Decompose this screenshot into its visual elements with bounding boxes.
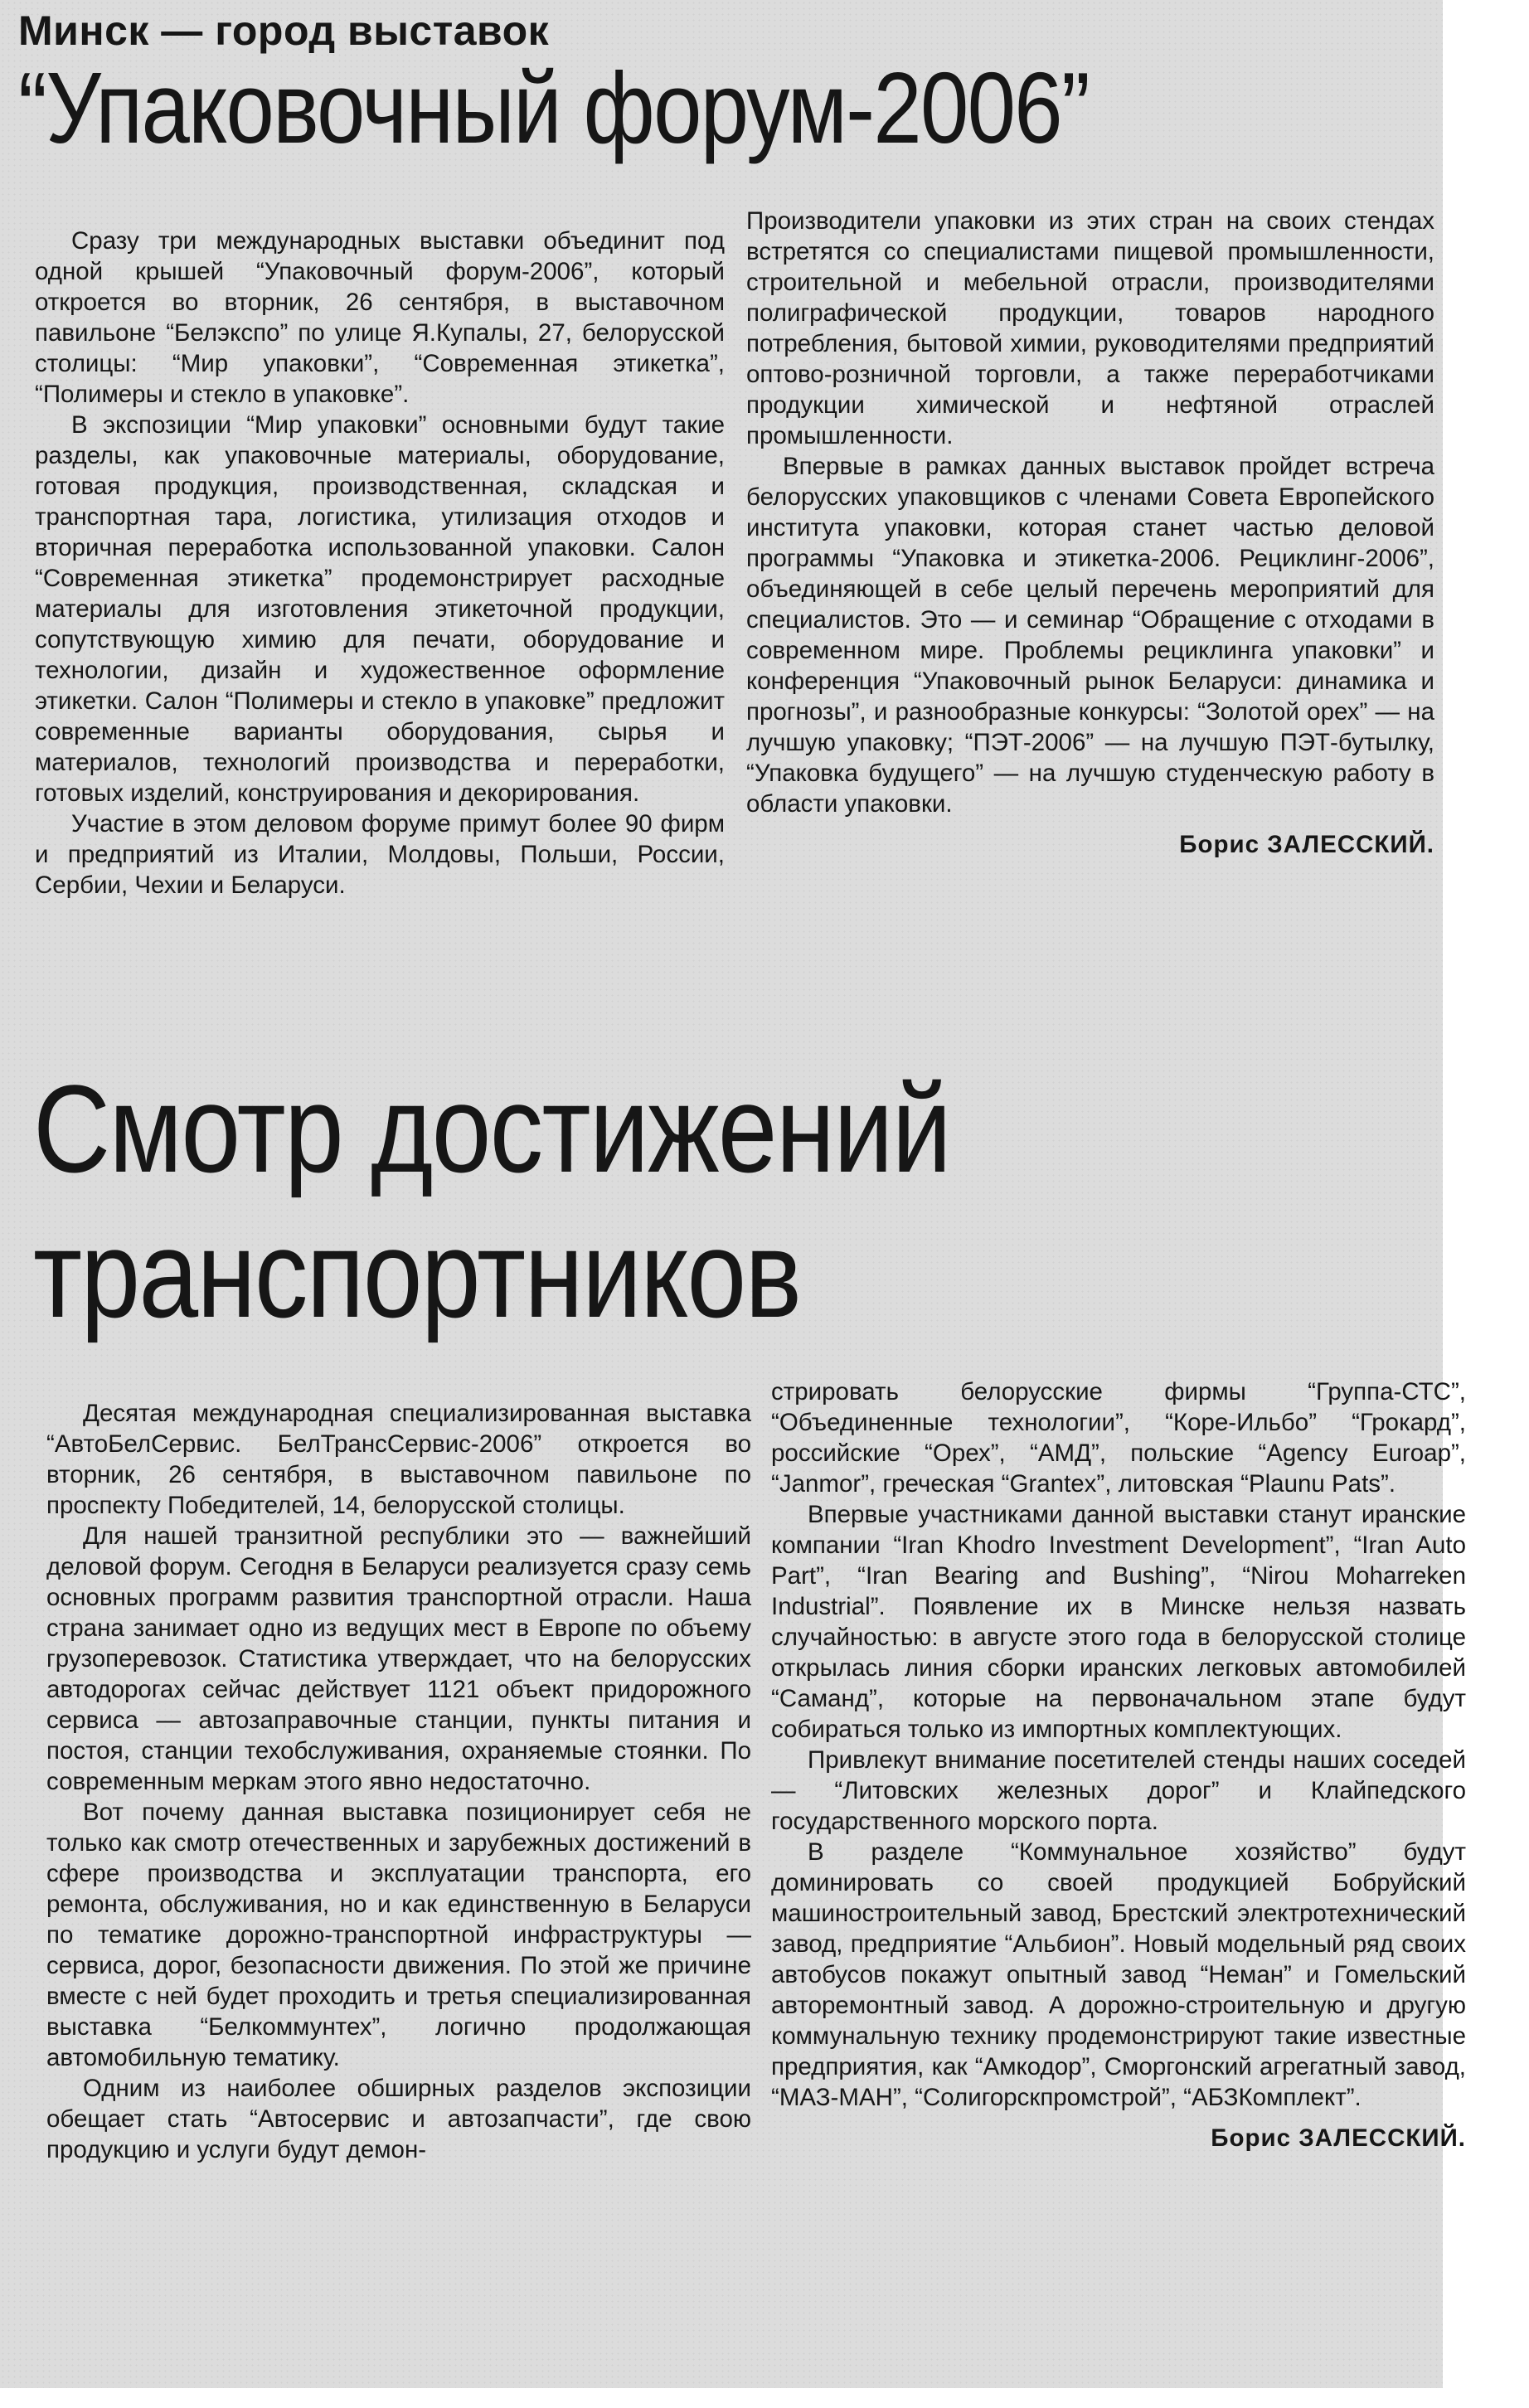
article-1-author: Борис ЗАЛЕССКИЙ. xyxy=(1179,831,1434,858)
article-1-column-2 xyxy=(746,206,1434,860)
paragraph: Впервые участниками данной выставки станут иранские компании “Iran Khodro Investment Development”, “Iran Auto Part”, “Iran Bearing and Bushing”, “Nirou Moharreken Industrial”. Появление их в Минске нельзя назвать случайностью: в августе этого года в белорусской столице открылась линия сборки иранских легковых автомобилей “Саманд”, которые на первоначальном этапе будут собираться только из импортных комплектующих. xyxy=(771,1501,1466,1743)
article-2-author: Борис ЗАЛЕССКИЙ. xyxy=(1211,2124,1466,2152)
paragraph: Впервые в рамках данных выставок пройдет встреча белорусских упаковщиков с членами Совета Европейского института упаковки, которая станет частью деловой программы “Упаковка и этикетка-2006. Рециклинг-2006”, объединяющей в себе целый перечень мероприятий для специалистов. Это — и семинар “Обращение с отходами в современном мире. Проблемы рециклинга упаковки” и конференция “Упаковочный рынок Беларуси: динамика и прогнозы”, и разнообразные конкурсы: “Золотой орех” — на лучшую упаковку; “ПЭТ-2006” — на лучшую ПЭТ-бутылку, “Упаковка будущего” — на лучшую студенческую работу в области упаковки. xyxy=(746,453,1434,818)
paragraph: В экспозиции “Мир упаковки” основными будут такие разделы, как упаковочные материалы, оборудование, готовая продукция, производственная, складская и транспортная тара, логистика, утилизация отходов и вторичная переработка использованной упаковки. Салон “Современная этикетка” продемонстрирует расходные материалы для изготовления этикеточной продукции, сопутствующую химию для печати, оборудование и технологии, дизайн и художественное оформление этикетки. Салон “Полимеры и стекло в упаковке” предложит современные варианты оборудования, сырья и материалов, технологий производства и переработки, готовых изделий, конструирования и декорирования. xyxy=(35,411,725,807)
paragraph: Участие в этом деловом форуме примут более 90 фирм и предприятий из Италии, Молдовы, Польши, России, Сербии, Чехии и Беларуси. xyxy=(35,810,725,899)
article-1-title: “Упаковочный форум-2006” xyxy=(18,51,1090,164)
article-2-column-1 xyxy=(46,1398,751,2165)
paragraph: стрировать белорусские фирмы “Группа-СТС”, “Объединенные технологии”, “Коре-Ильбо” “Грокард”, российские “Орех”, “АМД”, польские “Agency Euroap”, “Janmor”, греческая “Grantex”, литовская “Plaunu Pats”. xyxy=(771,1378,1466,1498)
paragraph: В разделе “Коммунальное хозяйство” будут доминировать со своей продукцией Бобруйский машиностроительный завод, Брестский электротехнический завод, предприятие “Альбион”. Новый модельный ряд своих автобусов покажут опытный завод “Неман” и Гомельский авторемонтный завод. А дорожно-строительную и другую коммунальную технику продемонстрируют такие известные предприятия, как “Амкодор”, Сморгонский агрегатный завод, “МАЗ-МАН”, “Солигорскпромстрой”, “АБЗКомплект”. xyxy=(771,1838,1466,2111)
paragraph: Для нашей транзитной республики это — важнейший деловой форум. Сегодня в Беларуси реализуется сразу семь основных программ развития транспортной отрасли. Наша страна занимает одно из ведущих мест в Европе по объему грузоперевозок. Статистика утверждает, что на белорусских автодорогах сейчас действует 1121 объект придорожного сервиса — автозаправочные станции, пункты питания и постоя, станции техобслуживания, охраняемые стоянки. По современным меркам этого явно недостаточно. xyxy=(46,1522,751,1795)
paragraph: Производители упаковки из этих стран на своих стендах встретятся со специалистами пищевой промышленности, строительной и мебельной отрасли, производителями полиграфической продукции, товаров народного потребления, бытовой химии, руководителями предприятий оптово-розничной торговли, а также переработчиками продукции химической и нефтяной отраслей промышленности. xyxy=(746,207,1434,449)
paragraph: Десятая международная специализированная выставка “АвтоБелСервис. БелТрансСервис-2006” откроется во вторник, 26 сентября, в выставочном павильоне по проспекту Победителей, 14, белорусской столицы. xyxy=(46,1400,751,1519)
rubric-header: Минск — город выставок xyxy=(18,7,550,54)
article-2-title-line-1: Смотр достижений xyxy=(33,1059,950,1198)
paragraph: Привлекут внимание посетителей стенды наших соседей — “Литовских железных дорог” и Клайпедского государственного морского порта. xyxy=(771,1746,1466,1835)
article-2-column-2 xyxy=(771,1376,1466,2153)
paragraph: Вот почему данная выставка позиционирует себя не только как смотр отечественных и зарубежных достижений в сфере производства и эксплуатации транспорта, его ремонта, обслуживания, но и как единственную в Беларуси по тематике дорожно-транспортной инфраструктуры — сервиса, дорог, безопасности движения. По этой же причине вместе с ней будет проходить и третья специализированная выставка “Белкоммунтех”, логично продолжающая автомобильную тематику. xyxy=(46,1799,751,2071)
paragraph: Одним из наиболее обширных разделов экспозиции обещает стать “Автосервис и автозапчасти”, где свою продукцию и услуги будут демон- xyxy=(46,2075,751,2163)
article-2-title-line-2: транспортников xyxy=(33,1204,801,1343)
paragraph: Сразу три международных выставки объединит под одной крышей “Упаковочный форум-2006”, который откроется во вторник, 26 сентября, в выставочном павильоне “Белэкспо” по улице Я.Купалы, 27, белорусской столицы: “Мир упаковки”, “Современная этикетка”, “Полимеры и стекло в упаковке”. xyxy=(35,227,725,408)
article-1-column-1 xyxy=(35,226,725,901)
